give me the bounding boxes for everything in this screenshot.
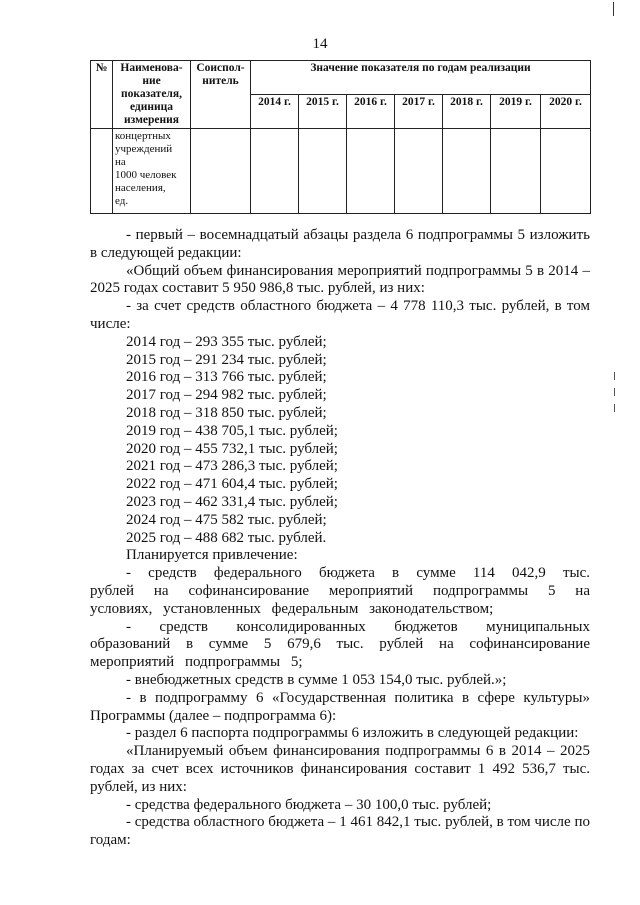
year-funding-line: 2014 год – 293 355 тыс. рублей; <box>126 333 327 350</box>
indicator-name-cell: концертных учреждений на 1000 человек населения, ед. <box>113 129 191 214</box>
paragraph: - средств федерального бюджета в сумме 114 042,9 тыс. рублей на софинансирование мероприятий подпрограммы 5 на условиях, установленных федеральным законодательством; <box>90 565 590 617</box>
table-cell <box>91 129 113 214</box>
header-year: 2016 г. <box>347 95 395 129</box>
table-cell <box>395 129 443 214</box>
table-cell <box>251 129 299 214</box>
year-funding-line: 2017 год – 294 982 тыс. рублей; <box>126 387 327 404</box>
paragraph: - средства областного бюджета – 1 461 842,1 тыс. рублей, в том числе по годам: <box>90 814 590 849</box>
year-funding-line: 2018 год – 318 850 тыс. рублей; <box>126 404 327 421</box>
paragraph: - первый – восемнадцатый абзацы раздела 6 подпрограммы 5 изложить в следующей редакции: <box>90 227 590 261</box>
year-funding-line: 2019 год – 438 705,1 тыс. рублей; <box>126 422 338 439</box>
table-cell <box>347 129 395 214</box>
header-year: 2018 г. <box>443 95 491 129</box>
page-number: 14 <box>312 36 328 52</box>
document-body <box>90 227 590 850</box>
table-cell <box>443 129 491 214</box>
year-funding-line: 2015 год – 291 234 тыс. рублей; <box>126 351 327 368</box>
paragraph: - раздел 6 паспорта подпрограммы 6 изложить в следующей редакции: <box>126 725 579 742</box>
paragraph: - средств консолидированных бюджетов муниципальных образований в сумме 5 679,6 тыс. рублей на софинансирование мероприятий подпрограммы 5; <box>90 618 590 671</box>
table-cell <box>541 129 591 214</box>
year-funding-line: 2025 год – 488 682 тыс. рублей. <box>126 529 327 546</box>
header-year: 2015 г. <box>299 95 347 129</box>
side-scan-mark <box>614 388 615 396</box>
table-cell <box>191 129 251 214</box>
header-year: 2019 г. <box>491 95 541 129</box>
year-funding-line: 2024 год – 475 582 тыс. рублей; <box>126 511 327 528</box>
header-values-by-year: Значение показателя по годам реализации <box>251 61 591 95</box>
year-funding-line: 2022 год – 471 604,4 тыс. рублей; <box>126 476 338 493</box>
header-year: 2017 г. <box>395 95 443 129</box>
corner-scan-mark <box>613 2 614 16</box>
paragraph: - внебюджетных средств в сумме 1 053 154,0 тыс. рублей.»; <box>126 671 507 688</box>
table-row <box>91 129 591 214</box>
year-funding-line: 2020 год – 455 732,1 тыс. рублей; <box>126 440 338 457</box>
year-funding-line: 2023 год – 462 331,4 тыс. рублей; <box>126 493 338 510</box>
header-year: 2014 г. <box>251 95 299 129</box>
table-cell <box>491 129 541 214</box>
header-indicator-name: Наименова-ние показателя, единица измерения <box>113 61 191 129</box>
paragraph: «Общий объем финансирования мероприятий подпрограммы 5 в 2014 – 2025 годах составит 5 950 986,8 тыс. рублей, из них: <box>90 262 590 297</box>
paragraph: - средства федерального бюджета – 30 100,0 тыс. рублей; <box>126 796 492 813</box>
side-scan-mark <box>614 372 615 380</box>
header-co-executor: Соиспол-нитель <box>191 61 251 129</box>
table-cell <box>299 129 347 214</box>
year-funding-line: 2016 год – 313 766 тыс. рублей; <box>126 369 327 386</box>
indicator-table <box>90 60 591 214</box>
header-num: № <box>91 61 113 129</box>
paragraph: - за счет средств областного бюджета – 4 778 110,3 тыс. рублей, в том числе: <box>90 298 590 332</box>
paragraph: - в подпрограмму 6 «Государственная политика в сфере культуры» Программы (далее – подпрограмма 6): <box>90 689 590 724</box>
paragraph: «Планируемый объем финансирования подпрограммы 6 в 2014 – 2025 годах за счет всех источников финансирования составит 1 492 536,7 тыс. рублей, из них: <box>90 743 590 795</box>
paragraph: Планируется привлечение: <box>126 547 298 564</box>
side-scan-mark <box>614 404 615 412</box>
header-year: 2020 г. <box>541 95 591 129</box>
year-funding-line: 2021 год – 473 286,3 тыс. рублей; <box>126 458 338 475</box>
